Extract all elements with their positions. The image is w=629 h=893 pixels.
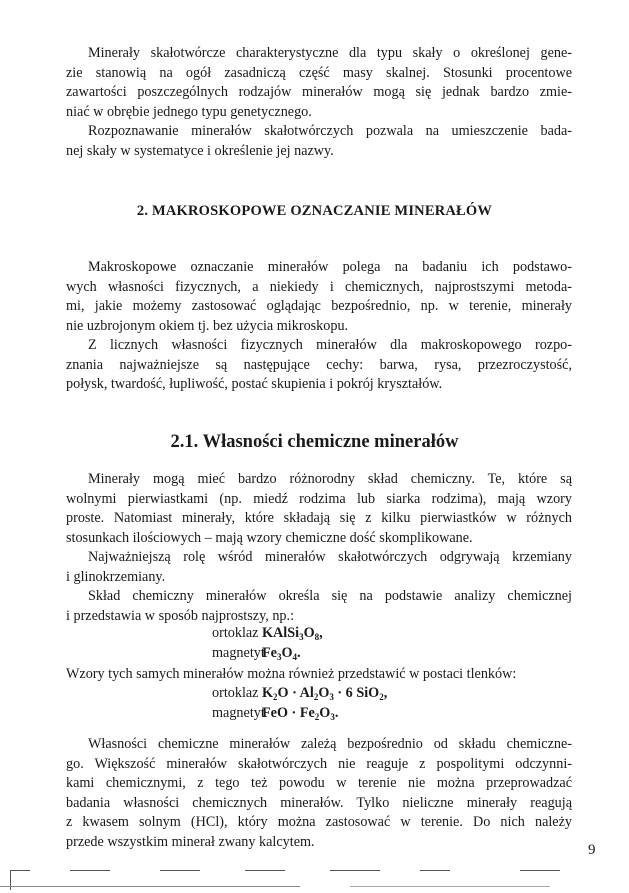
paragraph-intro-1 — [66, 44, 572, 122]
section-heading: 2. MAKROSKOPOWE OZNACZANIE MINERAŁÓW — [136, 203, 493, 219]
formula-subscript: 3 — [330, 712, 335, 722]
text-line: Rozpoznawanie minerałów skałotwórczych pozwala na umieszczenie bada- — [88, 123, 572, 139]
text-line: wolnymi pierwiastkami (np. miedź rodzima lub siarka rodzima), mają wzory — [66, 490, 572, 507]
paragraph-chemical-1 — [66, 470, 572, 548]
text-line: Najważniejszą rolę wśród minerałów skałotwórczych odgrywają krzemiany — [88, 549, 572, 565]
text-line: nej skały w systematyce i określenie jej nazwy. — [66, 142, 334, 159]
formula-text: · 6 SiO — [333, 685, 380, 701]
text-line: i przedstawia w sposób najprostszy, np.: — [66, 607, 295, 624]
text-line: mi, jakie możemy zastosować oglądając bezpośrednio, np. w terenie, minerały — [66, 298, 572, 314]
chemical-formula — [262, 685, 387, 701]
text-line: znania najważniejsze są następujące cechy: barwa, rysa, przezroczystość, — [66, 356, 572, 373]
text-line: wych własności fizycznych, a niekiedy i chemicznych, najprostszymi metoda- — [66, 278, 572, 295]
text-line: z kwasem solnym (HCl), który można zastosować w terenie. Do nich należy — [66, 814, 572, 830]
formula-text: Fe — [262, 645, 277, 661]
text-line: Makroskopowe oznaczanie minerałów polega na badaniu ich podstawo- — [88, 259, 572, 275]
formula-text: , — [319, 625, 323, 641]
formula-subscript: 3 — [299, 632, 304, 642]
text-line: zie stanowią na ogół zasadniczą część masy skalnej. Stosunki procentowe — [66, 64, 572, 81]
formula-text: O — [303, 625, 315, 641]
text-line: połysk, twardość, łupliwość, postać skupienia i pokrój kryształów. — [66, 376, 443, 392]
paragraph-chemical-2 — [66, 548, 572, 587]
paragraph-macroscopic-2 — [66, 336, 572, 395]
text-line: i glinokrzemiany. — [66, 568, 166, 585]
formula-text: O — [318, 685, 330, 701]
formula-text: O — [281, 645, 293, 661]
oxides-intro: Wzory tych samych minerałów można również przedstawić w postaci tlenków: — [66, 666, 517, 682]
chemical-formula — [262, 625, 323, 641]
text-line: badania własności chemicznych minerałów. Tylko nieliczne minerały reagują — [66, 794, 572, 811]
text-line: nie uzbrojonym okiem tj. bez użycia mikroskopu. — [66, 317, 349, 334]
text-line: Minerały mogą mieć bardzo różnorodny skład chemiczny. Te, które są — [88, 471, 572, 487]
text-line: zawartości poszczególnych rodzajów minerałów mogą się jednak bardzo zmie- — [66, 84, 572, 100]
text-line: Minerały skałotwórcze charakterystyczne dla typu skały o określonej gene- — [88, 45, 572, 61]
mineral-name: ortoklaz — [212, 625, 259, 641]
formula-text: , — [383, 685, 388, 701]
text-line: niać w obrębie jednego typu genetycznego. — [66, 103, 312, 120]
formula-subscript: 2 — [313, 692, 319, 702]
formula-text: K — [262, 685, 274, 701]
formula-row — [212, 625, 323, 642]
formula-subscript: 4 — [292, 652, 298, 662]
formula-subscript: 3 — [329, 692, 334, 702]
chemical-formula — [262, 645, 301, 661]
mineral-name: ortoklaz — [212, 685, 259, 701]
formula-subscript: 2 — [314, 712, 320, 722]
paragraph-intro-2 — [66, 122, 572, 161]
formula-subscript: 2 — [379, 692, 384, 702]
text-line: go. Większość minerałów skałotwórczych nie reaguje z pospolitymi odczynni- — [66, 755, 572, 772]
subsection-heading: 2.1. Własności chemiczne minerałów — [170, 432, 459, 452]
formula-text: FeO · Fe — [262, 705, 315, 721]
formula-row — [212, 685, 387, 702]
mineral-name: magnetyt — [212, 645, 265, 661]
text-line: proste. Natomiast minerały, które składają się z kilku pierwiastków w różnych — [66, 510, 572, 526]
paragraph-macroscopic-1 — [66, 258, 572, 336]
chemical-formula — [262, 705, 338, 721]
formula-text: . — [334, 705, 339, 721]
formula-text: KAlSi — [262, 625, 300, 641]
formula-text: O — [319, 705, 331, 721]
mineral-name: magnetyt — [212, 705, 265, 721]
page-number: 9 — [588, 842, 596, 858]
text-line: przede wszystkim minerał zwany kalcytem. — [66, 833, 315, 850]
paragraph-closing — [66, 735, 572, 852]
formula-subscript: 3 — [276, 652, 282, 662]
formula-row — [212, 705, 338, 722]
paragraph-chemical-3 — [66, 587, 572, 626]
formula-text: . — [297, 645, 301, 661]
text-line: Z licznych własności fizycznych minerałów dla makroskopowego rozpo- — [88, 337, 572, 353]
text-line: Własności chemiczne minerałów zależą bezpośrednio od składu chemiczne- — [88, 736, 572, 752]
formula-subscript: 8 — [314, 632, 320, 642]
formula-subscript: 2 — [273, 692, 278, 702]
text-line: Skład chemiczny minerałów określa się na podstawie analizy chemicznej — [88, 588, 572, 604]
text-line: stosunkach ilościowych – mają wzory chemiczne dość skomplikowane. — [66, 529, 473, 546]
text-line: kami chemicznymi, z tego też powodu w terenie nie można przeprowadzać — [66, 775, 572, 791]
formula-row — [212, 645, 301, 662]
formula-text: O · Al — [277, 685, 314, 701]
